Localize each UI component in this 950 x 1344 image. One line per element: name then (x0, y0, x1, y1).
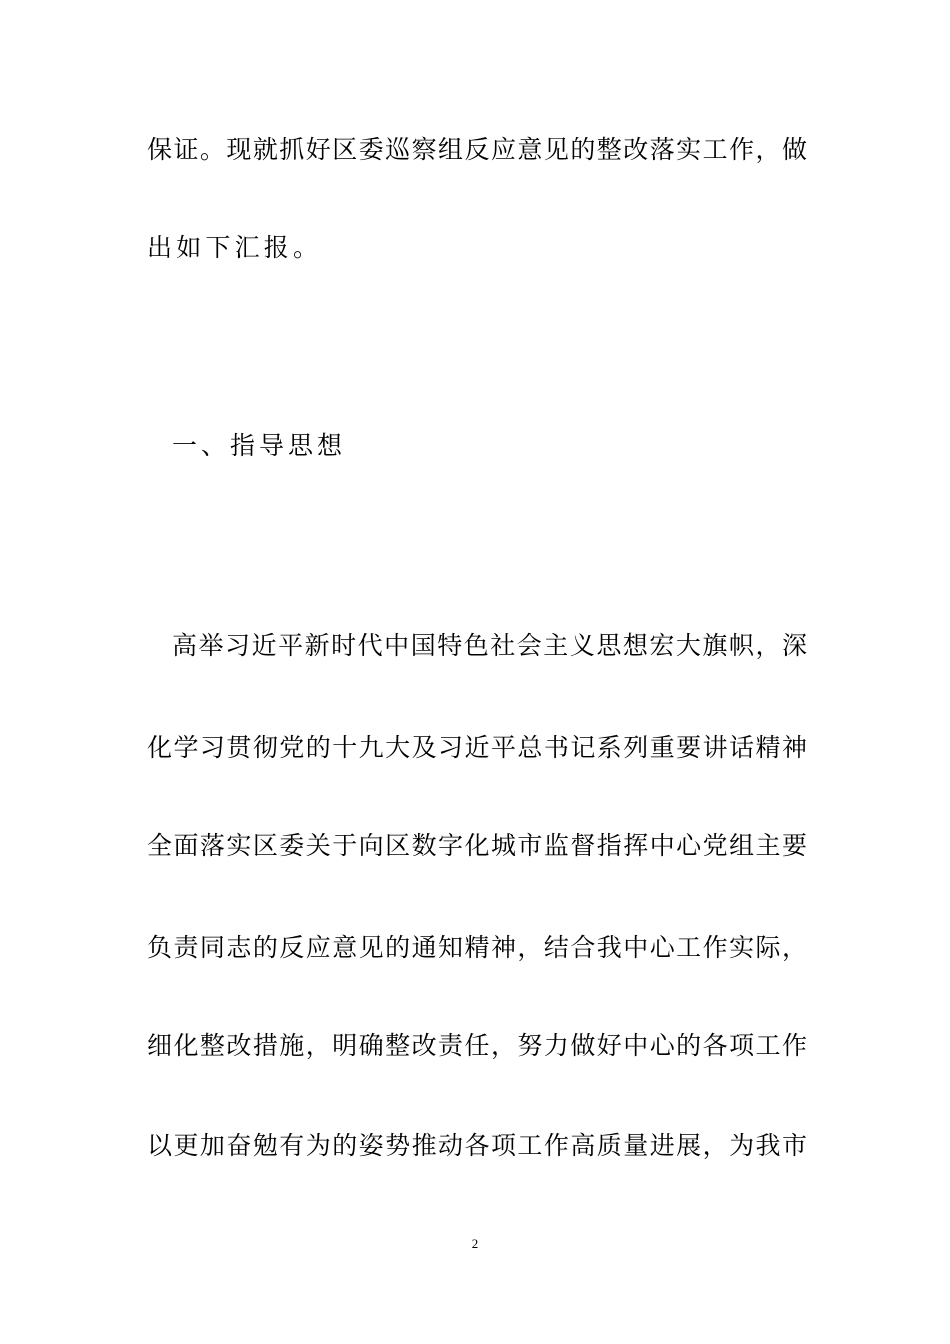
body-line-6: 以更加奋勉有为的姿势推动各项工作高质量进展，为我市 (147, 1131, 807, 1160)
body-line-5: 细化整改措施，明确整改责任，努力做好中心的各项工作 (147, 1031, 807, 1060)
page-number: 2 (471, 1236, 479, 1251)
intro-line-2: 出如下汇报。 (147, 233, 323, 262)
section-heading: 一、指导思想 (172, 431, 347, 460)
body-line-2: 化学习贯彻党的十九大及习近平总书记系列重要讲话精神 (147, 733, 807, 762)
body-line-1: 高举习近平新时代中国特色社会主义思想宏大旗帜，深 (172, 631, 807, 660)
intro-line-1: 保证。现就抓好区委巡察组反应意见的整改落实工作，做 (147, 135, 807, 164)
body-line-4: 负责同志的反应意见的通知精神，结合我中心工作实际， (147, 933, 807, 962)
body-line-3: 全面落实区委关于向区数字化城市监督指挥中心党组主要 (147, 831, 807, 860)
